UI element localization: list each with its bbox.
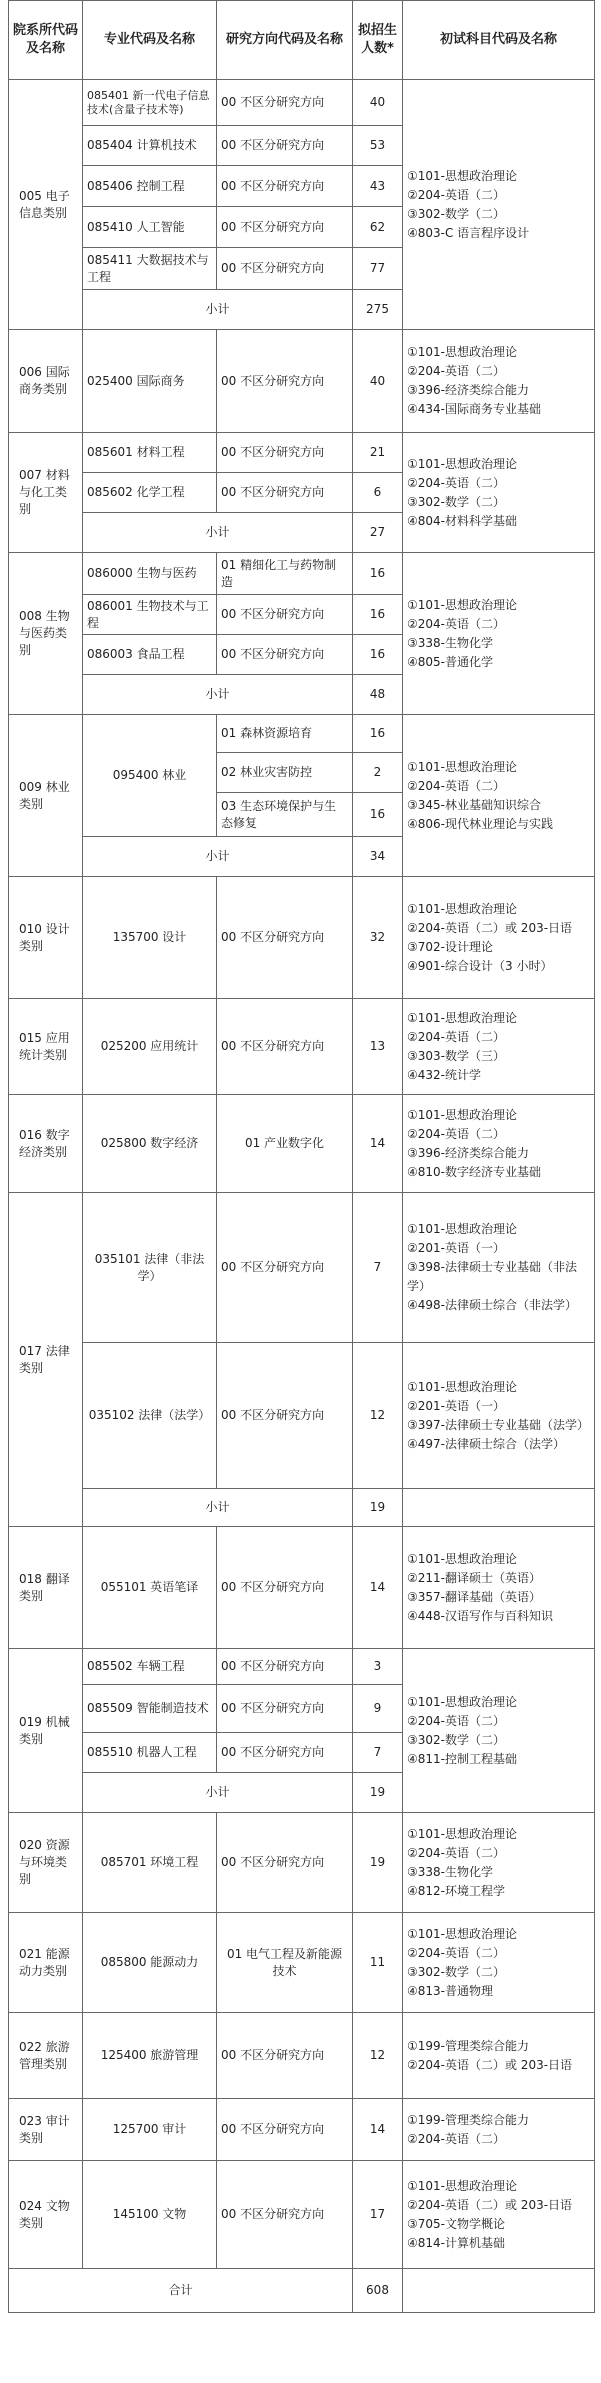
dept-name: 022 旅游管理类别 <box>9 2013 83 2099</box>
subjects-cell <box>403 330 595 433</box>
table-row <box>9 999 595 1095</box>
major-name: 025400 国际商务 <box>83 330 217 433</box>
dept-name: 018 翻译类别 <box>9 1527 83 1649</box>
quota: 77 <box>353 248 403 290</box>
subject-line: ③302-数学（二） <box>407 206 505 221</box>
subject-line: ②204-英语（二） <box>407 1029 505 1044</box>
quota: 6 <box>353 473 403 513</box>
subject-line: ②204-英语（二） <box>407 1713 505 1728</box>
subjects-cell <box>403 80 595 330</box>
major-name: 055101 英语笔译 <box>83 1527 217 1649</box>
major-name: 125400 旅游管理 <box>83 2013 217 2099</box>
direction: 00 不区分研究方向 <box>217 330 353 433</box>
subject-line: ②201-英语（一） <box>407 1241 505 1255</box>
empty-cell <box>403 2269 595 2313</box>
major-name: 085502 车辆工程 <box>83 1649 217 1685</box>
quota: 16 <box>353 793 403 837</box>
total-row <box>9 2269 595 2313</box>
subjects-cell <box>403 1913 595 2013</box>
dept-name: 021 能源动力类别 <box>9 1913 83 2013</box>
direction: 00 不区分研究方向 <box>217 473 353 513</box>
direction: 00 不区分研究方向 <box>217 2013 353 2099</box>
subject-line: ④434-国际商务专业基础 <box>407 402 541 416</box>
subject-line: ①101-思想政治理论 <box>407 1379 517 1394</box>
dept-name: 010 设计类别 <box>9 877 83 999</box>
subject-line: ④804-材料科学基础 <box>407 513 517 528</box>
subject-line: ③345-林业基础知识综合 <box>407 797 541 812</box>
table-row <box>9 2013 595 2099</box>
header-dept: 院系所代码及名称 <box>9 1 83 80</box>
subject-line: ④498-法律硕士综合（非法学） <box>407 1298 577 1312</box>
major-name: 095400 林业 <box>83 715 217 837</box>
subjects-cell <box>403 1095 595 1193</box>
subtotal-value: 48 <box>353 675 403 715</box>
subtotal-label: 小计 <box>83 675 353 715</box>
table-row <box>9 80 595 126</box>
quota: 7 <box>353 1733 403 1773</box>
subject-line: ④448-汉语写作与百科知识 <box>407 1608 553 1623</box>
major-name: 085701 环境工程 <box>83 1813 217 1913</box>
major-name: 086000 生物与医药 <box>83 553 217 595</box>
subject-line: ④806-现代林业理论与实践 <box>407 816 553 831</box>
direction: 00 不区分研究方向 <box>217 595 353 635</box>
subjects-cell <box>403 999 595 1095</box>
subject-line: ③705-文物学概论 <box>407 2216 505 2231</box>
subjects-cell <box>403 2099 595 2161</box>
direction: 00 不区分研究方向 <box>217 207 353 248</box>
quota: 43 <box>353 166 403 207</box>
direction: 00 不区分研究方向 <box>217 1343 353 1489</box>
subject-line: ④813-普通物理 <box>407 1983 493 1998</box>
direction: 00 不区分研究方向 <box>217 2161 353 2269</box>
subject-line: ②204-英语（二） <box>407 616 505 631</box>
subject-line: ④810-数字经济专业基础 <box>407 1164 541 1179</box>
dept-name: 023 审计类别 <box>9 2099 83 2161</box>
direction: 00 不区分研究方向 <box>217 433 353 473</box>
quota: 17 <box>353 2161 403 2269</box>
direction: 00 不区分研究方向 <box>217 1813 353 1913</box>
subject-line: ①101-思想政治理论 <box>407 1010 517 1025</box>
quota: 7 <box>353 1193 403 1343</box>
table-row <box>9 1813 595 1913</box>
major-name: 085800 能源动力 <box>83 1913 217 2013</box>
direction: 00 不区分研究方向 <box>217 2099 353 2161</box>
direction: 00 不区分研究方向 <box>217 1193 353 1343</box>
dept-name: 016 数字经济类别 <box>9 1095 83 1193</box>
subject-line: ③397-法律硕士专业基础（法学） <box>407 1417 589 1432</box>
subject-line: ②204-英语（二） <box>407 1945 505 1960</box>
direction: 00 不区分研究方向 <box>217 248 353 290</box>
dept-name: 024 文物类别 <box>9 2161 83 2269</box>
major-name: 086001 生物技术与工程 <box>83 595 217 635</box>
quota: 11 <box>353 1913 403 2013</box>
major-name: 135700 设计 <box>83 877 217 999</box>
subject-line: ③338-生物化学 <box>407 635 493 650</box>
major-name: 035102 法律（法学） <box>83 1343 217 1489</box>
direction: 01 精细化工与药物制造 <box>217 553 353 595</box>
quota: 12 <box>353 2013 403 2099</box>
subjects-cell <box>403 877 595 999</box>
major-name: 145100 文物 <box>83 2161 217 2269</box>
subject-line: ①101-思想政治理论 <box>407 345 517 359</box>
quota: 62 <box>353 207 403 248</box>
direction: 00 不区分研究方向 <box>217 1527 353 1649</box>
quota: 53 <box>353 126 403 166</box>
subject-line: ②204-英语（二）或 203-日语 <box>407 2057 573 2072</box>
subject-line: ①101-思想政治理论 <box>407 1551 517 1566</box>
table-row <box>9 2099 595 2161</box>
dept-name: 020 资源与环境类别 <box>9 1813 83 1913</box>
major-name: 085410 人工智能 <box>83 207 217 248</box>
table-row <box>9 877 595 999</box>
subject-line: ①101-思想政治理论 <box>407 759 517 774</box>
subject-line: ④432-统计学 <box>407 1067 481 1082</box>
table-row <box>9 1095 595 1193</box>
subject-line: ①101-思想政治理论 <box>407 597 517 612</box>
quota: 9 <box>353 1685 403 1733</box>
subject-line: ④803-C 语言程序设计 <box>407 225 530 240</box>
subtotal-label: 小计 <box>83 1489 353 1527</box>
dept-name: 015 应用统计类别 <box>9 999 83 1095</box>
subject-line: ②201-英语（一） <box>407 1398 505 1413</box>
empty-cell <box>403 1489 595 1527</box>
quota: 40 <box>353 80 403 126</box>
subject-line: ①101-思想政治理论 <box>407 1222 517 1236</box>
subject-line: ③302-数学（二） <box>407 1964 505 1979</box>
header-major: 专业代码及名称 <box>83 1 217 80</box>
direction: 00 不区分研究方向 <box>217 1649 353 1685</box>
subject-line: ①101-思想政治理论 <box>407 901 517 916</box>
subject-line: ②204-英语（二） <box>407 364 505 378</box>
header-quota: 拟招生人数* <box>353 1 403 80</box>
subject-line: ①199-管理类综合能力 <box>407 2112 529 2127</box>
subjects-cell <box>403 2161 595 2269</box>
subject-line: ①101-思想政治理论 <box>407 1107 517 1122</box>
subject-line: ②204-英语（二） <box>407 1126 505 1141</box>
subject-line: ②204-英语（二） <box>407 2131 505 2146</box>
admissions-table <box>8 0 595 2313</box>
quota: 2 <box>353 753 403 793</box>
subject-line: ③338-生物化学 <box>407 1864 493 1879</box>
subject-line: ②204-英语（二） <box>407 1845 505 1860</box>
direction: 01 森林资源培育 <box>217 715 353 753</box>
subtotal-value: 34 <box>353 837 403 877</box>
subjects-cell <box>403 1649 595 1813</box>
table-row <box>9 1527 595 1649</box>
quota: 32 <box>353 877 403 999</box>
subtotal-value: 19 <box>353 1489 403 1527</box>
major-name: 085510 机器人工程 <box>83 1733 217 1773</box>
subtotal-label: 小计 <box>83 290 353 330</box>
table-row <box>9 1649 595 1685</box>
subject-line: ①101-思想政治理论 <box>407 2178 517 2193</box>
quota: 16 <box>353 595 403 635</box>
subject-line: ①101-思想政治理论 <box>407 168 517 183</box>
dept-name: 005 电子信息类别 <box>9 80 83 330</box>
major-name: 085601 材料工程 <box>83 433 217 473</box>
dept-name: 007 材料与化工类别 <box>9 433 83 553</box>
subject-line: ①199-管理类综合能力 <box>407 2038 529 2053</box>
direction: 00 不区分研究方向 <box>217 80 353 126</box>
quota: 14 <box>353 1527 403 1649</box>
subtotal-value: 19 <box>353 1773 403 1813</box>
table-row <box>9 1343 595 1489</box>
subtotal-label: 小计 <box>83 513 353 553</box>
direction: 00 不区分研究方向 <box>217 166 353 207</box>
major-name: 035101 法律（非法学） <box>83 1193 217 1343</box>
major-name: 085401 新一代电子信息技术(含量子技术等) <box>83 80 217 126</box>
subjects-cell <box>403 1527 595 1649</box>
direction: 01 电气工程及新能源技术 <box>217 1913 353 2013</box>
subtotal-value: 27 <box>353 513 403 553</box>
subject-line: ③302-数学（二） <box>407 494 505 509</box>
quota: 19 <box>353 1813 403 1913</box>
subject-line: ④901-综合设计（3 小时） <box>407 958 553 973</box>
major-name: 025200 应用统计 <box>83 999 217 1095</box>
subject-line: ②204-英语（二） <box>407 778 505 793</box>
subject-line: ④811-控制工程基础 <box>407 1751 517 1766</box>
major-name: 125700 审计 <box>83 2099 217 2161</box>
table-row <box>9 330 595 433</box>
subject-line: ②204-英语（二） <box>407 187 505 202</box>
header-subjects: 初试科目代码及名称 <box>403 1 595 80</box>
subject-line: ②204-英语（二） <box>407 475 505 490</box>
quota: 12 <box>353 1343 403 1489</box>
major-name: 085406 控制工程 <box>83 166 217 207</box>
table-row <box>9 553 595 595</box>
direction: 00 不区分研究方向 <box>217 126 353 166</box>
subtotal-row <box>9 1489 595 1527</box>
subject-line: ①101-思想政治理论 <box>407 1694 517 1709</box>
dept-name: 006 国际商务类别 <box>9 330 83 433</box>
dept-name: 017 法律类别 <box>9 1193 83 1527</box>
subjects-cell <box>403 1193 595 1343</box>
subject-line: ②204-英语（二）或 203-日语 <box>407 2197 573 2212</box>
direction: 00 不区分研究方向 <box>217 635 353 675</box>
direction: 00 不区分研究方向 <box>217 1685 353 1733</box>
subtotal-label: 小计 <box>83 1773 353 1813</box>
major-name: 025800 数字经济 <box>83 1095 217 1193</box>
header-row <box>9 1 595 80</box>
quota: 40 <box>353 330 403 433</box>
header-direction: 研究方向代码及名称 <box>217 1 353 80</box>
quota: 3 <box>353 1649 403 1685</box>
subject-line: ①101-思想政治理论 <box>407 456 517 471</box>
subject-line: ④497-法律硕士综合（法学） <box>407 1436 565 1451</box>
subjects-cell <box>403 1813 595 1913</box>
direction: 03 生态环境保护与生态修复 <box>217 793 353 837</box>
table-row <box>9 1913 595 2013</box>
direction: 01 产业数字化 <box>217 1095 353 1193</box>
subject-line: ③398-法律硕士专业基础（非法学） <box>407 1260 577 1293</box>
subject-line: ④805-普通化学 <box>407 654 493 669</box>
subject-line: ③396-经济类综合能力 <box>407 1145 529 1160</box>
subject-line: ③302-数学（二） <box>407 1732 505 1747</box>
dept-name: 009 林业类别 <box>9 715 83 877</box>
quota: 16 <box>353 715 403 753</box>
subtotal-value: 275 <box>353 290 403 330</box>
table-row <box>9 1193 595 1343</box>
subtotal-label: 小计 <box>83 837 353 877</box>
quota: 14 <box>353 2099 403 2161</box>
direction: 00 不区分研究方向 <box>217 999 353 1095</box>
major-name: 086003 食品工程 <box>83 635 217 675</box>
subjects-cell <box>403 715 595 877</box>
quota: 14 <box>353 1095 403 1193</box>
subjects-cell <box>403 2013 595 2099</box>
quota: 13 <box>353 999 403 1095</box>
quota: 16 <box>353 635 403 675</box>
subject-line: ③396-经济类综合能力 <box>407 383 529 397</box>
table-row <box>9 715 595 753</box>
dept-name: 019 机械类别 <box>9 1649 83 1813</box>
subject-line: ①101-思想政治理论 <box>407 1926 517 1941</box>
table-row <box>9 2161 595 2269</box>
major-name: 085404 计算机技术 <box>83 126 217 166</box>
table-row <box>9 433 595 473</box>
quota: 21 <box>353 433 403 473</box>
major-name: 085509 智能制造技术 <box>83 1685 217 1733</box>
direction: 00 不区分研究方向 <box>217 877 353 999</box>
major-name: 085411 大数据技术与工程 <box>83 248 217 290</box>
subjects-cell <box>403 1343 595 1489</box>
subject-line: ③702-设计理论 <box>407 939 493 954</box>
subject-line: ③303-数学（三） <box>407 1048 505 1063</box>
major-name: 085602 化学工程 <box>83 473 217 513</box>
subject-line: ②211-翻译硕士（英语） <box>407 1570 541 1585</box>
subjects-cell <box>403 433 595 553</box>
direction: 00 不区分研究方向 <box>217 1733 353 1773</box>
subjects-cell <box>403 553 595 715</box>
quota: 16 <box>353 553 403 595</box>
total-value: 608 <box>353 2269 403 2313</box>
subject-line: ④812-环境工程学 <box>407 1883 505 1898</box>
subject-line: ④814-计算机基础 <box>407 2235 505 2250</box>
subject-line: ③357-翻译基础（英语） <box>407 1589 541 1604</box>
subject-line: ②204-英语（二）或 203-日语 <box>407 920 573 935</box>
dept-name: 008 生物与医药类别 <box>9 553 83 715</box>
total-label: 合计 <box>9 2269 353 2313</box>
direction: 02 林业灾害防控 <box>217 753 353 793</box>
subject-line: ①101-思想政治理论 <box>407 1826 517 1841</box>
